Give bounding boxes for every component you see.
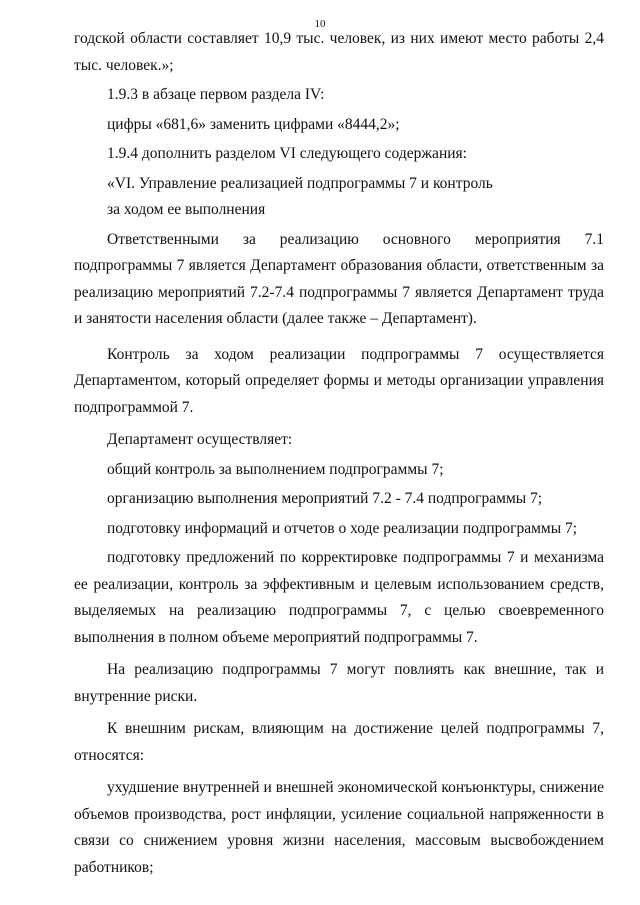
paragraph-risks: На реализацию подпрограммы 7 могут повлиять как внешние, так и внутренние риски. — [74, 661, 604, 705]
document-body — [74, 26, 604, 881]
paragraph-continuation: годской области составляет 10,9 тыс. человек, из них имеют место работы 2,4 тыс. человек.»; — [74, 30, 604, 74]
section-heading-line-1: «VI. Управление реализацией подпрограммы 7 и контроль — [107, 174, 493, 192]
paragraph-external-risks: К внешним рискам, влияющим на достижение целей подпрограммы 7, относятся: — [74, 720, 604, 764]
paragraph-control: Контроль за ходом реализации подпрограммы 7 осуществляется Департаментом, который определяет формы и методы организации управления подпрограммой 7. — [74, 345, 604, 416]
list-item-organization: организацию выполнения мероприятий 7.2 - 7.4 подпрограммы 7; — [107, 490, 543, 507]
paragraph-replace-figures: цифры «681,6» заменить цифрами «8444,2»; — [107, 115, 400, 133]
paragraph-responsible: Ответственными за реализацию основного мероприятия 7.1 подпрограммы 7 является Департамент образования области, ответственным за реализацию мероприятий 7.2-7.4 подпрограммы 7 является Департамент труда и занятости населения области (далее также – Департамент). — [74, 230, 604, 327]
paragraph-item-1-9-3: 1.9.3 в абзаце первом раздела IV: — [107, 86, 325, 103]
list-item-economic-deterioration: ухудшение внутренней и внешней экономической конъюнктуры, снижение объемов производства, рост инфляции, усиление социальной напряженности в связи со снижением уровня жизни населения, массовым высвобождением работников; — [74, 779, 604, 876]
list-item-proposals: подготовку предложений по корректировке подпрограммы 7 и механизма ее реализации, контроль за эффективным и целевым использованием средств, выделяемых на реализацию подпрограммы 7, с целью своевременного выполнения в полном объеме мероприятий подпрограммы 7. — [74, 549, 604, 646]
page-number: 10 — [314, 18, 326, 30]
paragraph-department-performs: Департамент осуществляет: — [107, 431, 293, 448]
section-heading-line-2: за ходом ее выполнения — [107, 201, 266, 218]
list-item-general-control: общий контроль за выполнением подпрограммы 7; — [107, 460, 444, 478]
list-item-reports: подготовку информаций и отчетов о ходе реализации подпрограммы 7; — [107, 519, 578, 537]
paragraph-item-1-9-4: 1.9.4 дополнить разделом VI следующего содержания: — [107, 145, 467, 162]
